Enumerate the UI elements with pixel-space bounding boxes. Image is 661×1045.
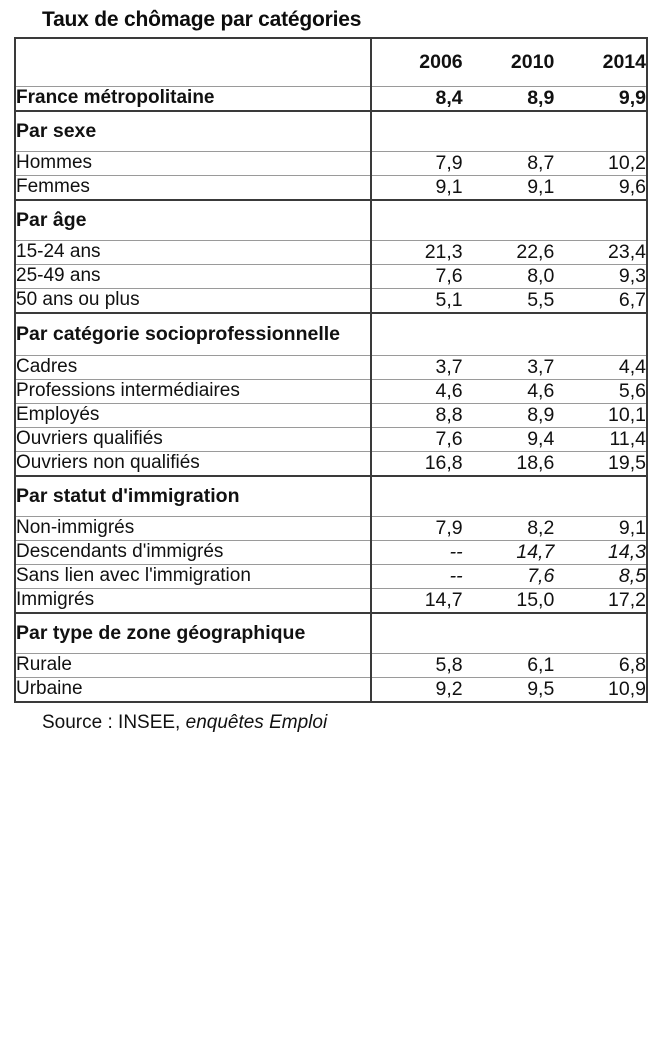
row-value	[371, 613, 463, 654]
row-label: Par type de zone géographique	[16, 613, 371, 654]
row-value: 8,4	[371, 87, 463, 112]
row-value: 5,6	[554, 380, 646, 404]
row-value: 3,7	[463, 356, 555, 380]
table-row	[16, 678, 646, 702]
row-value: 7,6	[463, 565, 555, 589]
row-value: 9,1	[554, 517, 646, 541]
row-value: 19,5	[554, 452, 646, 477]
row-value	[463, 476, 555, 517]
row-label: Par sexe	[16, 111, 371, 152]
row-value: 7,6	[371, 265, 463, 289]
row-value: 6,1	[463, 654, 555, 678]
row-value: 14,7	[463, 541, 555, 565]
row-value: 16,8	[371, 452, 463, 477]
table-row	[16, 404, 646, 428]
row-label: Immigrés	[16, 589, 371, 614]
table-body	[16, 39, 646, 701]
row-label: Par statut d'immigration	[16, 476, 371, 517]
row-value: 4,4	[554, 356, 646, 380]
row-value: 10,2	[554, 152, 646, 176]
row-label: 15-24 ans	[16, 241, 371, 265]
row-label: Ouvriers qualifiés	[16, 428, 371, 452]
table-row	[16, 654, 646, 678]
row-value: 18,6	[463, 452, 555, 477]
row-value: 22,6	[463, 241, 555, 265]
row-value: 14,3	[554, 541, 646, 565]
row-value: 6,7	[554, 289, 646, 314]
row-value: --	[371, 565, 463, 589]
table-group-row	[16, 476, 646, 517]
unemployment-table-container	[14, 37, 648, 703]
row-value: 4,6	[371, 380, 463, 404]
row-label: Hommes	[16, 152, 371, 176]
row-value: 21,3	[371, 241, 463, 265]
source-note	[0, 703, 661, 735]
row-value	[554, 200, 646, 241]
row-value	[463, 613, 555, 654]
table-row	[16, 265, 646, 289]
row-value	[463, 200, 555, 241]
row-value: 8,9	[463, 87, 555, 112]
table-row	[16, 241, 646, 265]
row-value: 6,8	[554, 654, 646, 678]
source-emphasis: enquêtes Emploi	[185, 712, 328, 734]
row-value	[371, 111, 463, 152]
table-row	[16, 87, 646, 112]
table-row	[16, 380, 646, 404]
row-value: 17,2	[554, 589, 646, 614]
row-value: 9,1	[463, 176, 555, 201]
row-label: Femmes	[16, 176, 371, 201]
row-value: 14,7	[371, 589, 463, 614]
row-value: 15,0	[463, 589, 555, 614]
column-header-year: 2010	[463, 39, 555, 87]
row-label: 25-49 ans	[16, 265, 371, 289]
row-value: 10,1	[554, 404, 646, 428]
column-header-year: 2006	[371, 39, 463, 87]
row-value: 5,5	[463, 289, 555, 314]
row-value: 9,3	[554, 265, 646, 289]
row-label: Employés	[16, 404, 371, 428]
row-value: 9,5	[527, 678, 555, 701]
row-value: 8,7	[463, 152, 555, 176]
row-value: 5,8	[371, 654, 463, 678]
row-label: Urbaine	[16, 678, 83, 700]
row-label: Non-immigrés	[16, 517, 371, 541]
row-label: Descendants d'immigrés	[16, 541, 371, 565]
source-prefix: Source : INSEE,	[42, 712, 181, 734]
row-value	[371, 476, 463, 517]
table-row	[16, 452, 646, 477]
row-value: 9,6	[554, 176, 646, 201]
row-value: 3,7	[371, 356, 463, 380]
table-row	[16, 517, 646, 541]
table-row	[16, 541, 646, 565]
row-value: --	[371, 541, 463, 565]
row-label: 50 ans ou plus	[16, 289, 371, 314]
row-value: 23,4	[554, 241, 646, 265]
row-value: 5,1	[371, 289, 463, 314]
table-row	[16, 428, 646, 452]
row-value: 4,6	[463, 380, 555, 404]
row-value: 8,9	[463, 404, 555, 428]
table-row	[16, 289, 646, 314]
column-header-year: 2014	[554, 39, 646, 87]
row-value	[554, 476, 646, 517]
row-label: Par âge	[16, 200, 371, 241]
row-value: 8,2	[463, 517, 555, 541]
row-label: Sans lien avec l'immigration	[16, 565, 371, 589]
row-value: 9,1	[371, 176, 463, 201]
row-value: 7,9	[371, 517, 463, 541]
row-value: 9,9	[554, 87, 646, 112]
row-value: 10,9	[608, 678, 646, 701]
row-value: 8,8	[371, 404, 463, 428]
row-value: 11,4	[554, 428, 646, 452]
table-row	[16, 356, 646, 380]
table-group-row	[16, 200, 646, 241]
table-row	[16, 152, 646, 176]
row-label: Ouvriers non qualifiés	[16, 452, 371, 477]
row-value	[463, 111, 555, 152]
unemployment-table	[16, 39, 646, 701]
table-row	[16, 176, 646, 201]
row-value	[463, 313, 555, 356]
row-value	[371, 200, 463, 241]
row-value: 9,2	[371, 678, 463, 702]
row-value	[554, 613, 646, 654]
row-label: Rurale	[16, 654, 371, 678]
row-value	[554, 111, 646, 152]
table-header-row	[16, 39, 646, 87]
row-value: 9,4	[463, 428, 555, 452]
row-value: 7,9	[371, 152, 463, 176]
table-row	[16, 589, 646, 614]
row-value: 8,0	[463, 265, 555, 289]
table-group-row	[16, 111, 646, 152]
row-value	[554, 313, 646, 356]
table-row	[16, 565, 646, 589]
row-label: Cadres	[16, 356, 371, 380]
row-value: 8,5	[554, 565, 646, 589]
table-group-row	[16, 613, 646, 654]
row-label: Professions intermédiaires	[16, 380, 371, 404]
row-value	[371, 313, 463, 356]
row-label: France métropolitaine	[16, 87, 371, 112]
row-label: Par catégorie socioprofessionnelle	[16, 313, 371, 356]
header-label-cell	[16, 39, 371, 87]
page-title: Taux de chômage par catégories	[42, 8, 362, 31]
row-value: 7,6	[371, 428, 463, 452]
table-group-row	[16, 313, 646, 356]
